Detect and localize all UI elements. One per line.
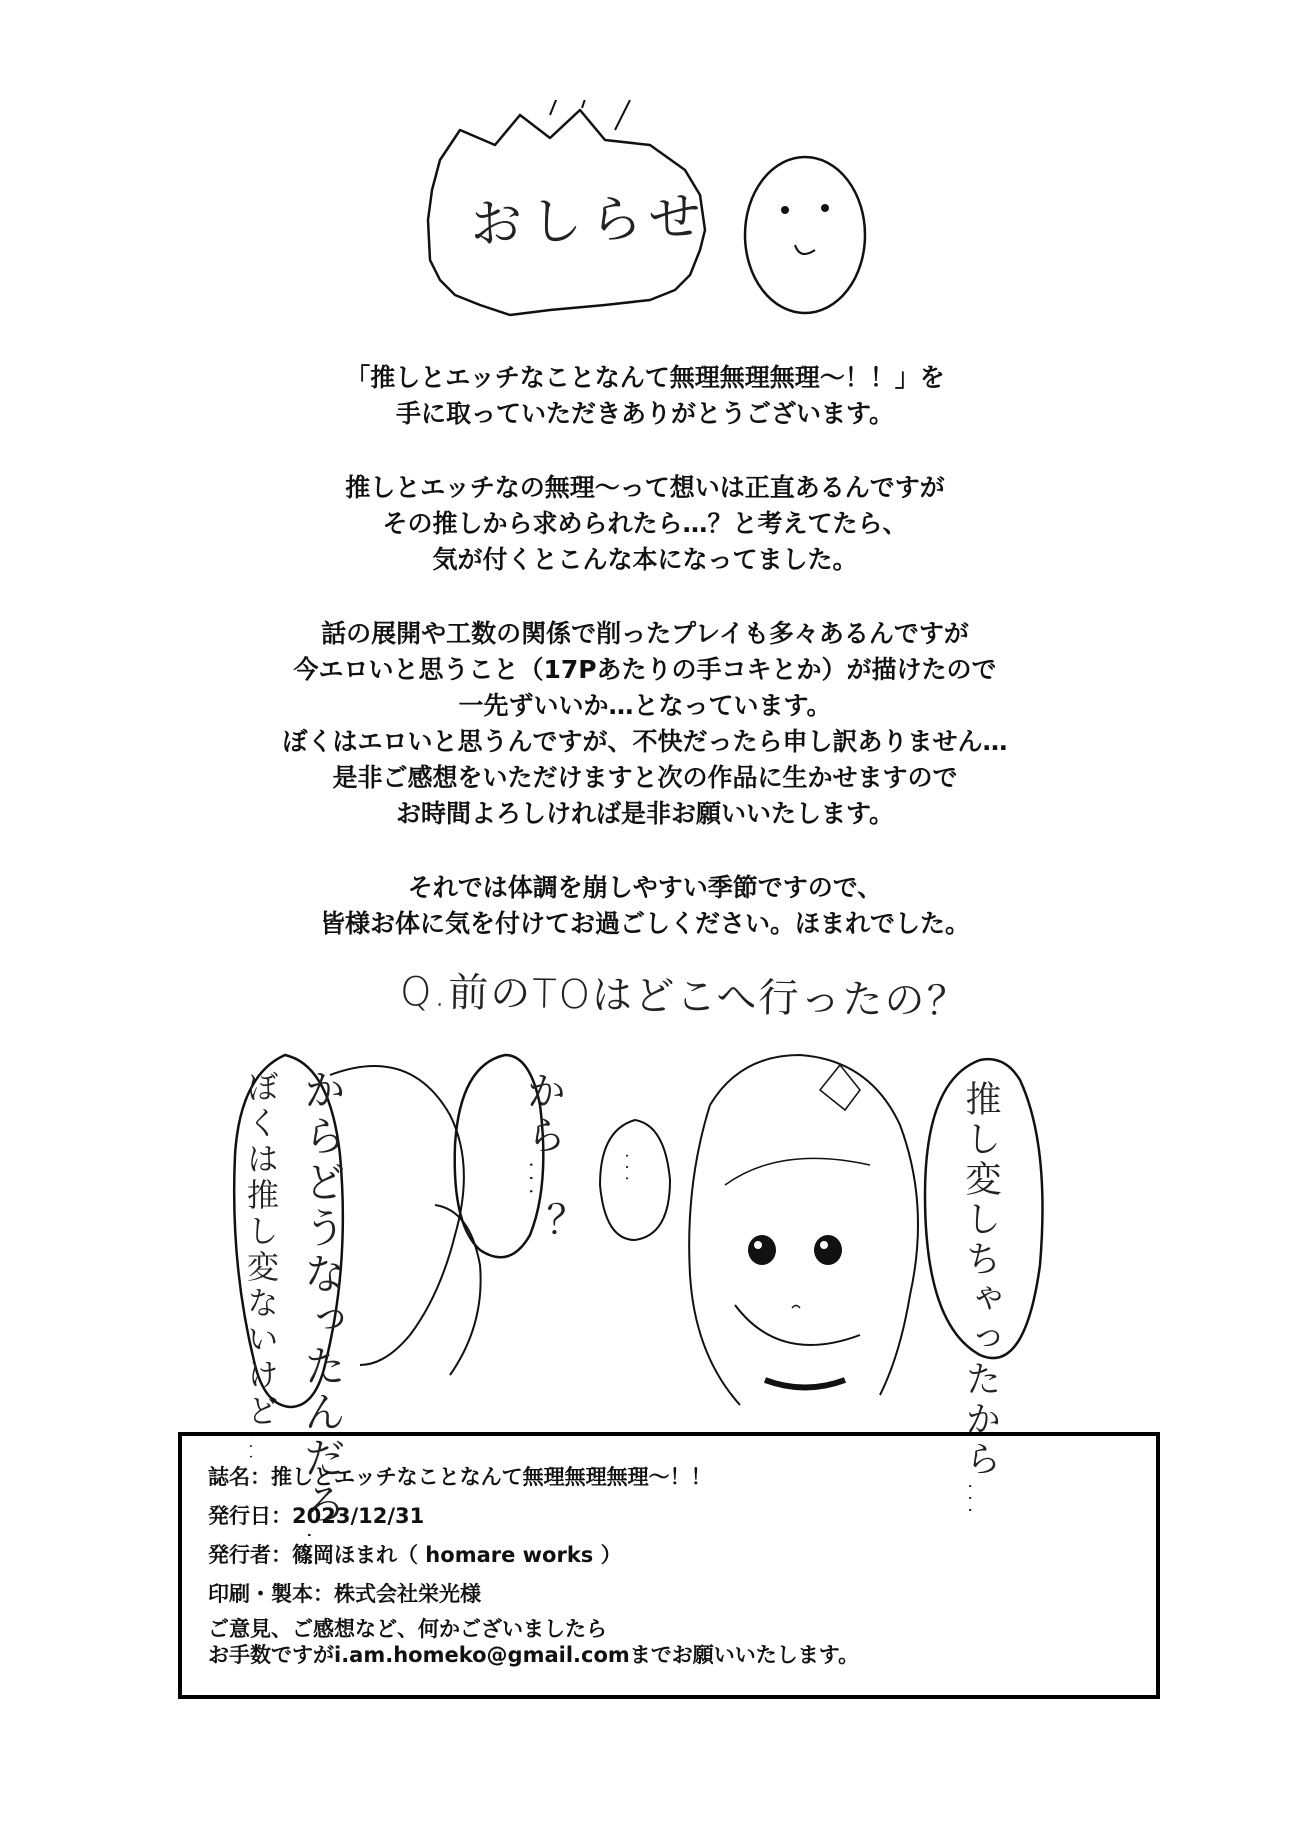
comic-bubble-left-outer: ぼくは推し変ないけど… — [242, 1070, 280, 1466]
afterword-paragraph — [0, 360, 1290, 432]
colophon-contact-line: ご意見、ご感想など、何かございましたら — [208, 1617, 607, 1641]
afterword-paragraph — [0, 870, 1290, 942]
afterword-line: 一先ずいいか…となっています。 — [458, 691, 832, 720]
comic-question: Q.前のTOはどこへ行ったの？ — [399, 969, 969, 1025]
heading-title: おしらせ — [469, 186, 710, 256]
comic-bubble-left-main: からどうなったんだろ… — [298, 1068, 347, 1574]
afterword-line: 是非ご感想をいただけますと次の作品に生かせますので — [332, 763, 958, 792]
comic-bubble-middle: から…？ — [520, 1070, 566, 1246]
colophon-title: 誌名：推しとエッチなことなんて無理無理無理〜！！ — [208, 1465, 712, 1489]
comic-bubble-girl-dots: … — [617, 1150, 657, 1188]
afterword-line: 推しとエッチなの無理〜って想いは正直あるんですが — [345, 473, 945, 502]
afterword-line: それでは体調を崩しやすい季節ですので、 — [407, 873, 883, 902]
afterword-line: 話の展開や工数の関係で削ったプレイも多々あるんですが — [321, 619, 969, 648]
afterword-line: 皆様お体に気を付けてお過ごしください。ほまれでした。 — [319, 909, 970, 938]
afterword-line: お時間よろしければ是非お願いいたします。 — [395, 799, 894, 828]
colophon-date: 発行日：2023/12/31 — [208, 1504, 425, 1528]
afterword-line: その推しから求められたら…？と考えてたら、 — [382, 509, 908, 538]
afterword-line: 手に取っていただきありがとうございます。 — [395, 399, 894, 428]
afterword-paragraph — [0, 616, 1290, 832]
afterword-line: ぼくはエロいと思うんですが、不快だったら申し訳ありません… — [282, 727, 1008, 756]
comic-bubble-right: 推し変しちゃったから… — [960, 1080, 1001, 1520]
afterword-paragraph — [0, 470, 1290, 578]
afterword-line: 気が付くとこんな本になってました。 — [432, 545, 858, 574]
afterword-line: 今エロいと思うこと（17Pあたりの手コキとか）が描けたので — [293, 655, 997, 684]
colophon-contact — [208, 1616, 1130, 1668]
colophon-box — [178, 1432, 1160, 1699]
colophon-publisher: 発行者：篠岡ほまれ（ homare works ） — [208, 1543, 622, 1567]
afterword-line: 「推しとエッチなことなんて無理無理無理〜！！」を — [345, 363, 945, 392]
afterword-text — [0, 360, 1290, 980]
colophon-printer: 印刷・製本：株式会社栄光様 — [208, 1582, 481, 1606]
colophon-contact-line: お手数ですがi.am.homeko@gmail.comまでお願いいたします。 — [208, 1643, 860, 1667]
